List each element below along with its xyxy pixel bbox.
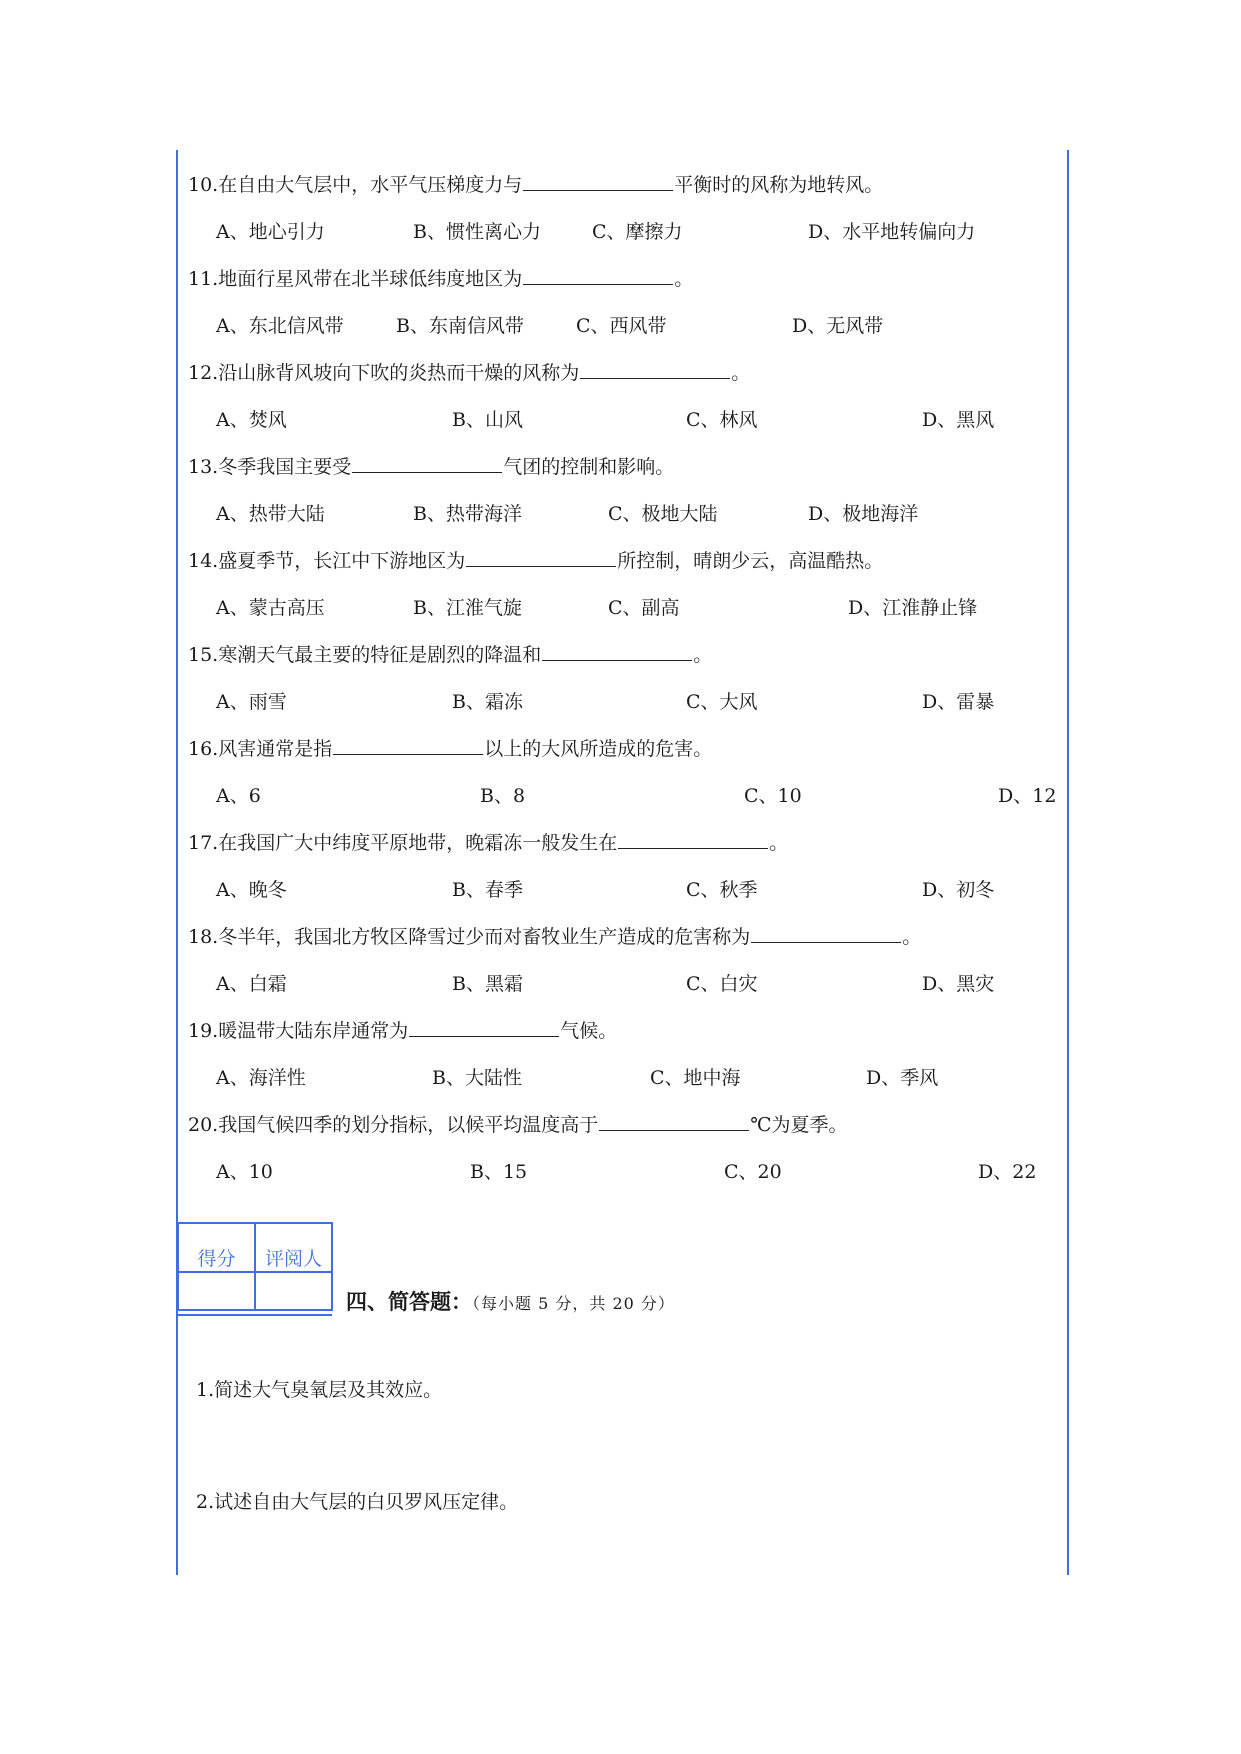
question-number: 19. [188,1020,219,1042]
right-border-line [1067,150,1069,1575]
question-text-after-blank: 以上的大风所造成的危害。 [484,738,713,760]
answer-options [216,1065,1076,1091]
answer-option[interactable]: D、黑风 [922,409,995,431]
question-number: 20. [188,1114,219,1136]
question-number: 11. [188,268,219,290]
answer-option[interactable]: B、8 [480,785,526,807]
answer-blank[interactable] [599,1112,749,1131]
question-stem [188,642,712,668]
short-answer-question [196,1377,442,1403]
answer-options [216,877,1076,903]
answer-blank[interactable] [618,830,768,849]
answer-option[interactable]: C、摩擦力 [592,221,683,243]
question-text-before-blank: 盛夏季节，长江中下游地区为 [218,550,466,572]
question-number: 12. [188,362,219,384]
answer-option[interactable]: D、季风 [866,1067,939,1089]
question-text: 简述大气臭氧层及其效应。 [214,1379,443,1401]
answer-option[interactable]: D、12 [998,785,1057,807]
answer-option[interactable]: A、10 [216,1161,273,1183]
question-text-after-blank: 。 [769,832,789,854]
answer-blank[interactable] [352,454,502,473]
section-note: （每小题 5 分，共 20 分） [472,1294,675,1313]
answer-blank[interactable] [580,360,730,379]
question-text-before-blank: 风害通常是指 [218,738,333,760]
question-stem [188,172,883,198]
answer-options [216,219,1076,245]
answer-option[interactable]: B、黑霜 [452,973,523,995]
answer-option[interactable]: C、西风带 [576,315,667,337]
question-text-after-blank: 。 [902,926,922,948]
score-cell[interactable] [178,1272,255,1310]
answer-option[interactable]: A、海洋性 [216,1067,306,1089]
answer-options [216,501,1076,527]
reviewer-cell[interactable] [255,1272,332,1310]
answer-blank[interactable] [466,548,616,567]
question-stem [188,924,921,950]
answer-blank[interactable] [409,1018,559,1037]
answer-option[interactable]: A、地心引力 [216,221,325,243]
answer-option[interactable]: B、惯性离心力 [413,221,541,243]
question-stem [188,1112,848,1138]
question-number: 15. [188,644,219,666]
answer-option[interactable]: D、初冬 [922,879,995,901]
question-text-before-blank: 寒潮天气最主要的特征是剧烈的降温和 [218,644,542,666]
question-text-after-blank: 气团的控制和影响。 [503,456,675,478]
question-text-after-blank: 所控制，晴朗少云，高温酷热。 [617,550,884,572]
answer-option[interactable]: A、6 [216,785,261,807]
question-text-after-blank: 。 [731,362,751,384]
answer-option[interactable]: B、霜冻 [452,691,523,713]
section-divider [177,1314,332,1316]
answer-option[interactable]: B、江淮气旋 [413,597,522,619]
answer-option[interactable]: A、晚冬 [216,879,287,901]
question-number: 18. [188,926,219,948]
score-label: 得分 [178,1223,255,1272]
score-table [177,1222,333,1311]
answer-option[interactable]: A、雨雪 [216,691,287,713]
question-text-after-blank: 。 [674,268,694,290]
question-text-after-blank: ℃为夏季。 [750,1114,848,1136]
answer-option[interactable]: D、江淮静止锋 [848,597,978,619]
question-stem [188,454,674,480]
answer-option[interactable]: C、林风 [686,409,758,431]
question-text-before-blank: 在我国广大中纬度平原地带，晚霜冻一般发生在 [218,832,618,854]
answer-option[interactable]: D、雷暴 [922,691,995,713]
question-text-after-blank: 平衡时的风称为地转风。 [674,174,884,196]
question-number: 13. [188,456,219,478]
question-text-before-blank: 沿山脉背风坡向下吹的炎热而干燥的风称为 [218,362,580,384]
question-number: 1. [196,1379,215,1401]
answer-option[interactable]: C、秋季 [686,879,758,901]
answer-options [216,783,1076,809]
answer-options [216,689,1076,715]
short-answer-question [196,1489,518,1515]
answer-option[interactable]: C、极地大陆 [608,503,718,525]
answer-option[interactable]: C、10 [744,785,802,807]
section-title [346,1286,675,1316]
reviewer-label: 评阅人 [255,1223,332,1272]
answer-option[interactable]: A、白霜 [216,973,287,995]
question-stem [188,736,712,762]
answer-option[interactable]: D、水平地转偏向力 [808,221,976,243]
answer-option[interactable]: D、22 [978,1161,1037,1183]
answer-option[interactable]: D、无风带 [792,315,884,337]
question-stem [188,1018,617,1044]
answer-option[interactable]: B、热带海洋 [413,503,522,525]
answer-option[interactable]: B、15 [470,1161,528,1183]
question-text-before-blank: 暖温带大陆东岸通常为 [218,1020,409,1042]
question-text-before-blank: 冬季我国主要受 [218,456,352,478]
answer-options [216,1159,1076,1185]
question-text-before-blank: 在自由大气层中，水平气压梯度力与 [218,174,523,196]
answer-blank[interactable] [542,642,692,661]
answer-blank[interactable] [333,736,483,755]
left-border-line [176,150,178,1575]
answer-option[interactable]: A、东北信风带 [216,315,344,337]
answer-option[interactable]: A、焚风 [216,409,287,431]
answer-option[interactable]: C、副高 [608,597,680,619]
question-text-before-blank: 冬半年，我国北方牧区降雪过少而对畜牧业生产造成的危害称为 [218,926,751,948]
answer-option[interactable]: C、20 [724,1161,782,1183]
answer-option[interactable]: B、东南信风带 [396,315,524,337]
answer-options [216,971,1076,997]
section-heading: 四、简答题： [346,1290,472,1314]
question-text-after-blank: 气候。 [560,1020,618,1042]
answer-option[interactable]: B、山风 [452,409,523,431]
answer-option[interactable]: D、黑灾 [922,973,995,995]
answer-option[interactable]: B、大陆性 [432,1067,522,1089]
question-number: 16. [188,738,219,760]
question-stem [188,548,883,574]
answer-options [216,595,1076,621]
answer-option[interactable]: C、大风 [686,691,758,713]
answer-option[interactable]: B、春季 [452,879,523,901]
question-number: 17. [188,832,219,854]
question-number: 14. [188,550,219,572]
question-number: 2. [196,1491,215,1513]
answer-option[interactable]: C、白灾 [686,973,758,995]
question-stem [188,266,693,292]
answer-blank[interactable] [751,924,901,943]
answer-blank[interactable] [523,266,673,285]
question-number: 10. [188,174,219,196]
answer-option[interactable]: C、地中海 [650,1067,741,1089]
question-text-after-blank: 。 [693,644,713,666]
answer-option[interactable]: D、极地海洋 [808,503,919,525]
question-stem [188,830,788,856]
answer-options [216,313,1076,339]
answer-options [216,407,1076,433]
answer-option[interactable]: A、蒙古高压 [216,597,325,619]
answer-blank[interactable] [523,172,673,191]
question-text-before-blank: 我国气候四季的划分指标，以候平均温度高于 [218,1114,599,1136]
question-text: 试述自由大气层的白贝罗风压定律。 [214,1491,519,1513]
question-text-before-blank: 地面行星风带在北半球低纬度地区为 [218,268,523,290]
question-stem [188,360,750,386]
answer-option[interactable]: A、热带大陆 [216,503,325,525]
